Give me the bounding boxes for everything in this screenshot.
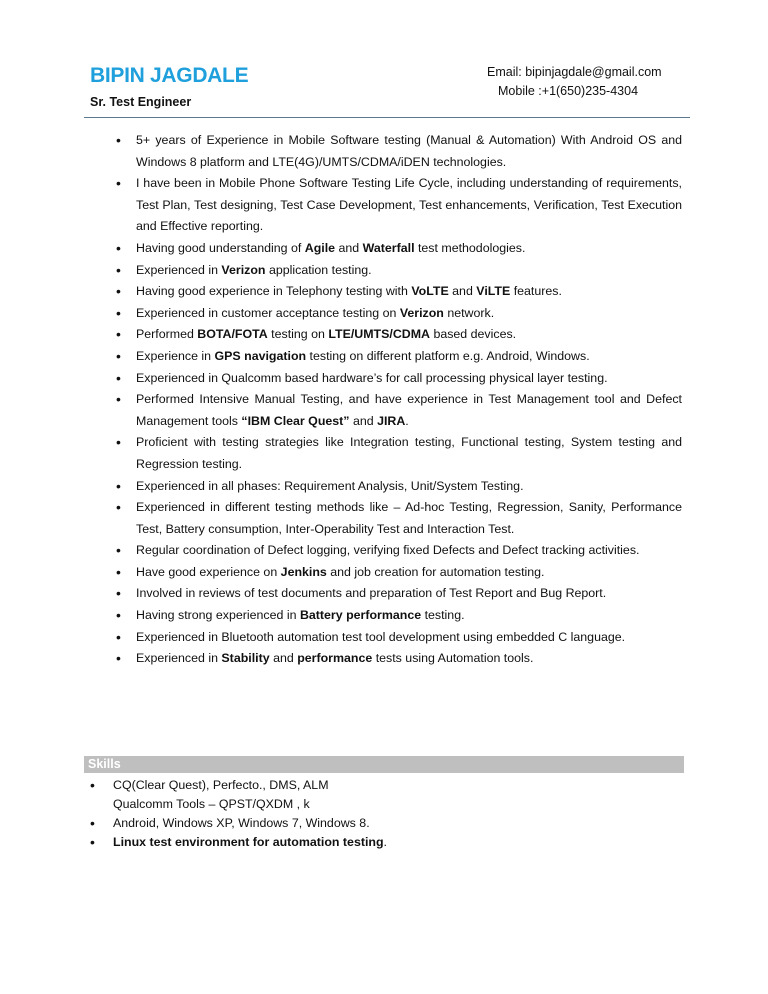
item-text: Experienced in <box>136 651 222 666</box>
item-text: Experienced in different testing methods like – Ad-hoc Testing, Regression, Sanity, Performance Test, Battery consumption, Inter-Operability Test and Interaction Test. <box>136 500 682 536</box>
highlight-text: Waterfall <box>362 240 415 255</box>
highlight-text: ViLTE <box>476 284 511 299</box>
experience-item <box>118 281 682 303</box>
experience-item <box>118 627 682 649</box>
item-text: features. <box>510 284 562 299</box>
skill-line: Android, Windows XP, Windows 7, Windows 8. <box>113 816 370 830</box>
experience-item <box>118 260 682 282</box>
item-text: and <box>335 240 363 255</box>
mobile: Mobile :+1(650)235-4304 <box>498 84 639 98</box>
item-text: and <box>349 413 378 428</box>
item-text: and <box>269 651 298 666</box>
highlight-text: VoLTE <box>411 284 449 299</box>
skills-heading: Skills <box>84 756 684 773</box>
experience-item <box>118 346 682 368</box>
item-text: tests using Automation tools. <box>372 651 534 666</box>
skill-item <box>92 776 652 814</box>
item-text: Having strong experienced in <box>136 608 300 623</box>
item-text: Experienced in customer acceptance testing on <box>136 305 400 320</box>
experience-item <box>118 562 682 584</box>
item-text: Experienced in Qualcomm based hardware’s for call processing physical layer testing. <box>136 370 608 385</box>
item-text: Have good experience on <box>136 564 281 579</box>
experience-item <box>118 540 682 562</box>
experience-item <box>118 324 682 346</box>
contact-block <box>487 63 662 101</box>
item-text: Involved in reviews of test documents and preparation of Test Report and Bug Report. <box>136 586 607 601</box>
item-text: . <box>405 413 409 428</box>
highlight-text: GPS navigation <box>214 348 307 363</box>
experience-item <box>118 497 682 540</box>
item-text: Proficient with testing strategies like Integration testing, Functional testing, System testing and Regression testing. <box>136 435 682 471</box>
item-text: Regular coordination of Defect logging, verifying fixed Defects and Defect tracking activities. <box>136 543 640 558</box>
item-text: Having good experience in Telephony testing with <box>136 284 412 299</box>
item-text: network. <box>443 305 495 320</box>
highlight-text: LTE/UMTS/CDMA <box>328 327 430 342</box>
highlight-text: BOTA/FOTA <box>197 327 268 342</box>
highlight-text: Battery performance <box>299 608 422 623</box>
highlight-text: Jenkins <box>280 564 327 579</box>
experience-list <box>118 130 682 670</box>
experience-item <box>118 130 682 173</box>
highlight-text: performance <box>297 651 373 666</box>
candidate-name: BIPIN JAGDALE <box>90 64 249 87</box>
item-text: 5+ years of Experience in Mobile Software testing (Manual & Automation) With Android OS and Windows 8 platform and LTE(4G)/UMTS/CDMA/iDEN technologies. <box>136 133 682 169</box>
header-divider <box>84 117 690 118</box>
highlight-text: Agile <box>304 240 336 255</box>
item-text: testing on different platform e.g. Android, Windows. <box>306 348 590 363</box>
job-title: Sr. Test Engineer <box>90 95 192 109</box>
skill-line: • CQ(Clear Quest), Perfecto., DMS, ALM <box>113 778 329 792</box>
item-text: Experienced in Bluetooth automation test tool development using embedded C language. <box>136 629 626 644</box>
skills-list <box>92 776 652 852</box>
item-text: Experience in <box>136 348 215 363</box>
skill-line: Qualcomm Tools – QPST/QXDM , k <box>113 797 310 811</box>
experience-item <box>118 238 682 260</box>
experience-item <box>118 583 682 605</box>
highlight-text: Stability <box>221 651 270 666</box>
experience-item <box>118 368 682 390</box>
item-text: and job creation for automation testing. <box>326 564 545 579</box>
item-text: Experienced in <box>136 262 222 277</box>
skill-tail: . <box>383 835 387 849</box>
experience-item <box>118 476 682 498</box>
item-text: Performed Intensive Manual Testing, and have experience in Test Management tool and Defect Management tools <box>136 392 682 428</box>
skill-item <box>92 814 652 833</box>
item-text: Performed <box>136 327 198 342</box>
item-text: I have been in Mobile Phone Software Testing Life Cycle, including understanding of requirements, Test Plan, Test designing, Test Case Development, Test enhancements, Verification, Test Execution and Effective reporting. <box>136 176 682 234</box>
skill-line: Linux test environment for automation testing <box>113 835 384 849</box>
item-text: Experienced in all phases: Requirement Analysis, Unit/System Testing. <box>136 478 524 493</box>
experience-item <box>118 389 682 432</box>
highlight-text: Verizon <box>221 262 266 277</box>
experience-item <box>118 432 682 475</box>
item-text: testing. <box>421 608 465 623</box>
experience-item <box>118 648 682 670</box>
experience-item <box>118 303 682 325</box>
experience-item <box>118 173 682 238</box>
highlight-text: JIRA <box>377 413 406 428</box>
email: Email: bipinjagdale@gmail.com <box>487 65 662 79</box>
highlight-text: Verizon <box>399 305 444 320</box>
highlight-text: “IBM Clear Quest” <box>241 413 350 428</box>
item-text: application testing. <box>265 262 372 277</box>
experience-item <box>118 605 682 627</box>
item-text: test methodologies. <box>414 240 526 255</box>
item-text: Having good understanding of <box>136 240 305 255</box>
skill-item <box>92 833 652 852</box>
item-text: testing on <box>267 327 329 342</box>
item-text: based devices. <box>430 327 517 342</box>
item-text: and <box>448 284 477 299</box>
